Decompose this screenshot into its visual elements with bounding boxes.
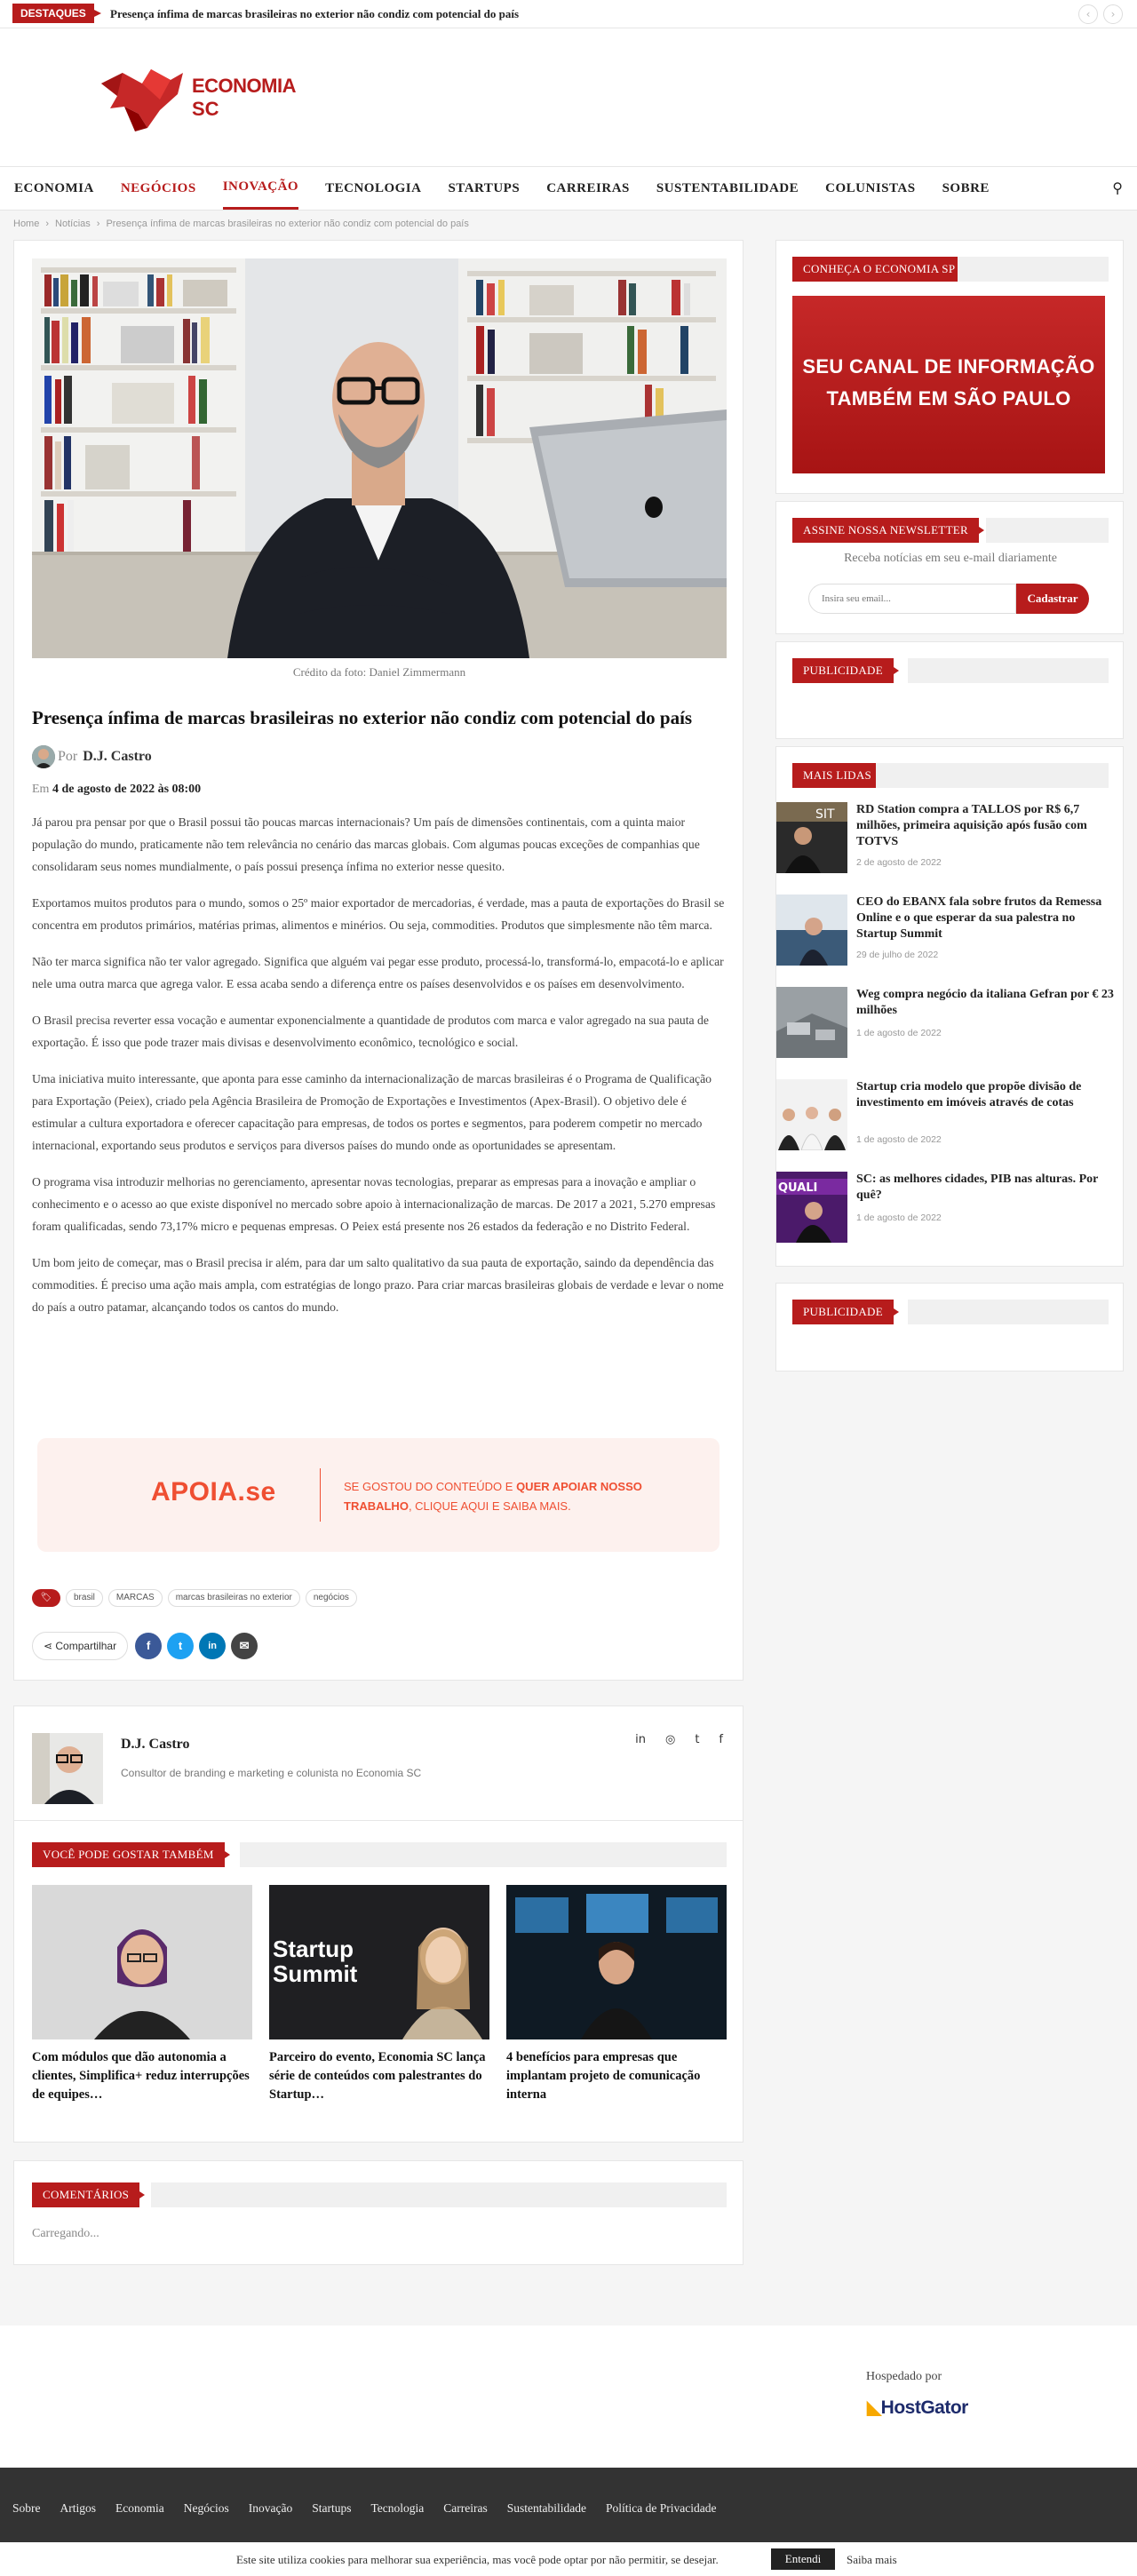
facebook-icon[interactable]: f (719, 1733, 723, 1746)
share-icon: ⋖ (44, 1640, 56, 1652)
newsletter-email-input[interactable] (808, 584, 1016, 614)
nav-item-carreiras[interactable]: CARREIRAS (546, 181, 630, 195)
footer-link[interactable]: Inovação (248, 2501, 293, 2515)
tag-link[interactable]: brasil (66, 1589, 103, 1607)
comments-loading: Carregando... (32, 2227, 99, 2240)
footer-link[interactable]: Carreiras (443, 2501, 488, 2515)
apoia-divider (320, 1468, 321, 1522)
most-read-item[interactable] (776, 894, 1125, 967)
email-icon[interactable]: ✉ (231, 1633, 258, 1659)
footer-link[interactable]: Artigos (60, 2501, 96, 2515)
ad-heading: PUBLICIDADE (792, 1300, 894, 1324)
site-header (0, 28, 1137, 166)
breadcrumb (13, 219, 469, 229)
article-paragraph: Já parou pra pensar por que o Brasil possui tão poucas marcas internacionais? Um país de dimensões continentais, com a quinta maior população do mundo, praticamente não tem relevância no cenário das marcas globais. Com algumas poucas exceções de companhias que consolidaram seus nomes mundialmente, o país possui presença ínfima no exterior nesse quesito. (32, 815, 700, 873)
article-title: Presença ínfima de marcas brasileiras no exterior não condiz com potencial do país (32, 707, 693, 728)
article-paragraph: O Brasil precisa reverter essa vocação e aumentar exponencialmente a quantidade de produtos com marca e valor agregado na sua pauta de exportação. É isso que pode trazer mais divisas e desenvolvimento econômico, tecnológico e social. (32, 1014, 709, 1049)
ticker-headline-link[interactable]: Presença ínfima de marcas brasileiras no exterior não condiz com potencial do país (110, 7, 520, 20)
instagram-icon[interactable]: ◎ (664, 1733, 676, 1746)
most-read-thumb (776, 1079, 847, 1150)
author-avatar[interactable] (32, 745, 55, 768)
most-read-thumb (776, 802, 847, 873)
ad-heading: PUBLICIDADE (792, 658, 894, 683)
article-card (13, 240, 743, 1681)
svg-text:QUALI: QUALI (778, 1181, 818, 1195)
related-posts (13, 1821, 743, 2143)
byline-prefix: Por (58, 749, 78, 764)
most-read-date: 1 de agosto de 2022 (856, 1212, 942, 1223)
footer-link[interactable]: Startups (312, 2501, 352, 2515)
related-card-overlay-text: Startup Summit (273, 1936, 358, 1987)
most-read-item[interactable] (776, 987, 1125, 1060)
most-read-item[interactable] (776, 1172, 1125, 1244)
author-name[interactable]: D.J. Castro (121, 1737, 190, 1752)
article-paragraph: Uma iniciativa muito interessante, que aponta para esse caminho da internacionalização de marcas brasileiras é o Programa de Qualificação para Exportação (Peiex), criado pela Agência Brasileira de Promoção de Exportações e Investimentos (Apex-Brasil). O objetivo dele é estimular a cultura exportadora e oferecer capacitação para empresas, de todos os portes e segmentos, para poderem competir no mercado internacional, exportando seus produtos e serviços para diversos países do mundo onde as oportunidades se apresentam. (32, 1072, 712, 1152)
footer-link[interactable]: Negócios (183, 2501, 229, 2515)
most-read-thumb (776, 987, 847, 1058)
date-prefix: Em (32, 783, 50, 796)
nav-item-tecnologia[interactable]: TECNOLOGIA (325, 181, 422, 195)
hostgator-icon: ◣ (867, 2397, 881, 2418)
svg-text:SIT: SIT (815, 807, 835, 822)
related-card-image (269, 1885, 489, 2039)
most-read-title: RD Station compra a TALLOS por R$ 6,7 milhões, primeira aquisição após fusão com TOTVS (856, 803, 1087, 848)
tag-list (32, 1589, 362, 1607)
breadcrumb-home-link[interactable]: Home (13, 219, 40, 229)
twitter-icon[interactable]: t (695, 1733, 700, 1746)
related-card-image (506, 1885, 727, 2039)
logo-text-line2: SC (192, 98, 219, 120)
nav-item-negocios[interactable]: NEGÓCIOS (120, 181, 196, 195)
most-read-date: 1 de agosto de 2022 (856, 1028, 942, 1038)
ticker-bar (0, 0, 1137, 28)
cookie-accept-button[interactable]: Entendi (771, 2548, 835, 2570)
footer-link[interactable]: Economia (115, 2501, 164, 2515)
related-card-image (32, 1885, 252, 2039)
article-paragraph: Um bom jeito de começar, mas o Brasil precisa ir além, para dar um salto qualitativo da sua pauta de exportação, saindo da dependência das commodities. É preciso uma ação mais ampla, com estratégias de longo prazo. Para criar marcas brasileiras globais de verdade e levar o nome do país a outro patamar, alcançando todos os cantos do mundo. (32, 1256, 724, 1314)
tag-link[interactable]: marcas brasileiras no exterior (168, 1589, 300, 1607)
apoia-logo: APOIA.se (151, 1477, 276, 1507)
nav-item-colunistas[interactable]: COLUNISTAS (825, 181, 916, 195)
main-nav (0, 166, 1137, 211)
logo-text-line1: ECONOMIA (192, 75, 296, 97)
tag-icon: 🏷 (32, 1589, 60, 1607)
date-value: 4 de agosto de 2022 às 08:00 (52, 783, 202, 796)
promo-heading: CONHEÇA O ECONOMIA SP (792, 257, 966, 282)
newsletter-submit-button[interactable]: Cadastrar (1016, 584, 1089, 614)
site-logo[interactable] (98, 64, 296, 135)
linkedin-icon[interactable]: in (635, 1733, 646, 1746)
footer-link[interactable]: Política de Privacidade (605, 2501, 717, 2515)
most-read-date: 29 de julho de 2022 (856, 950, 939, 960)
twitter-icon[interactable]: t (167, 1633, 194, 1659)
article-paragraph: O programa visa introduzir melhorias no gerenciamento, apresentar novas tecnologias, preparar as empresas para a inovação e ampliar o conhecimento e o acesso ao que existe disponível no mercado sobre apoio à internacionalização de marcas. De 2017 a 2021, 5.270 empresas foram qualificadas, sendo 73,17% micro e pequenas empresas. O Peiex está presente nos 26 estados da federação e no Distrito Federal. (32, 1175, 716, 1233)
nav-item-startups[interactable]: STARTUPS (448, 181, 521, 195)
apoia-message: SE GOSTOU DO CONTEÚDO E QUER APOIAR NOSSO TRABALHO, CLIQUE AQUI E SAIBA MAIS. (344, 1480, 642, 1513)
author-photo[interactable] (32, 1733, 103, 1804)
comments-section (13, 2160, 743, 2265)
facebook-icon[interactable]: f (135, 1633, 162, 1659)
related-card-title: Parceiro do evento, Economia SC lança série de conteúdos com palestrantes do Startup… (269, 2050, 486, 2102)
nav-item-sobre[interactable]: SOBRE (942, 181, 990, 195)
most-read-item[interactable] (776, 1079, 1125, 1152)
cookie-bar (0, 2542, 1137, 2576)
newsletter-heading: ASSINE NOSSA NEWSLETTER (792, 518, 979, 543)
newsletter-form (808, 584, 1089, 614)
sidebar-ad-widget (775, 1283, 1124, 1371)
most-read-thumb (776, 894, 847, 966)
most-read-title: Weg compra negócio da italiana Gefran por € 23 milhões (856, 988, 1114, 1017)
article-body (32, 811, 727, 1332)
tag-link[interactable]: negócios (306, 1589, 357, 1607)
economia-sp-banner[interactable]: SEU CANAL DE INFORMAÇÃO TAMBÉM EM SÃO PAULO (792, 296, 1105, 473)
ticker-badge: DESTAQUES (12, 4, 94, 23)
ticker-prev-button[interactable]: ‹ (1078, 4, 1098, 24)
related-card[interactable] (32, 1885, 252, 2104)
nav-item-economia[interactable]: ECONOMIA (14, 181, 94, 195)
footer-link[interactable]: Sustentabilidade (506, 2501, 586, 2515)
comments-heading: COMENTÁRIOS (32, 2182, 727, 2207)
hero-caption: Crédito da foto: Daniel Zimmermann (292, 665, 466, 679)
related-card-title: 4 benefícios para empresas que implantam projeto de comunicação interna (506, 2050, 701, 2102)
sidebar-ad-widget (775, 641, 1124, 739)
breadcrumb-sep-icon: › (96, 219, 100, 229)
most-read-item[interactable] (776, 802, 1125, 875)
ticker-next-button[interactable]: › (1103, 4, 1123, 24)
sidebar-promo-widget (775, 240, 1124, 494)
article-date (32, 783, 201, 797)
article-paragraph: Não ter marca significa não ter valor agregado. Significa que alguém vai pegar esse produto, processá-lo, transformá-lo, empacotá-lo e aplicar nele uma outra marca que agrega valor. E essa acaba sendo a diferença entre os países desenvolvidos e os países em desenvolvimento. (32, 955, 724, 990)
breadcrumb-sep-icon: › (45, 219, 50, 229)
apoia-banner[interactable] (37, 1438, 720, 1552)
author-socials (616, 1733, 723, 1746)
logo-mark-icon (98, 64, 187, 135)
most-read-date: 1 de agosto de 2022 (856, 1134, 942, 1145)
search-icon[interactable]: ⚲ (1112, 179, 1123, 196)
related-card[interactable] (506, 1885, 727, 2104)
sidebar-most-read-widget (775, 746, 1124, 1267)
newsletter-text: Receba notícias em seu e-mail diariamente (844, 552, 1057, 565)
sidebar-newsletter-widget (775, 501, 1124, 634)
related-heading: VOCÊ PODE GOSTAR TAMBÉM (32, 1842, 727, 1867)
cookie-more-link[interactable]: Saiba mais (847, 2553, 897, 2566)
article-byline (32, 745, 152, 768)
related-card[interactable] (269, 1885, 489, 2104)
article-paragraph: Exportamos muitos produtos para o mundo, somos o 25º maior exportador de mercadorias, é verdade, mas a pauta de exportações do Brasil se concentra em produtos primários, matérias primas, alimentos e minérios. Ou seja, commodities. Produtos que simplesmente não têm marca. (32, 896, 725, 932)
hostgator-logo[interactable]: ◣HostGator (867, 2397, 968, 2418)
most-read-title: Startup cria modelo que propõe divisão de investimento em imóveis através de cotas (856, 1080, 1082, 1109)
author-bio: Consultor de branding e marketing e colunista no Economia SC (121, 1767, 422, 1779)
linkedin-icon[interactable]: in (199, 1633, 226, 1659)
tag-link[interactable]: MARCAS (108, 1589, 163, 1607)
footer-link[interactable]: Sobre (12, 2501, 41, 2515)
byline-author-link[interactable]: D.J. Castro (83, 749, 152, 764)
breadcrumb-section-link[interactable]: Notícias (55, 219, 91, 229)
most-read-thumb (776, 1172, 847, 1243)
most-read-title: CEO do EBANX fala sobre frutos da Remessa Online e o que esperar da sua palestra no Startup Summit (856, 895, 1102, 941)
author-box (13, 1705, 743, 1821)
article-hero-image (32, 258, 727, 658)
cookie-text: Este site utiliza cookies para melhorar sua experiência, mas você pode optar por não permitir, se desejar. (236, 2553, 719, 2566)
footer-link[interactable]: Tecnologia (370, 2501, 425, 2515)
most-read-title: SC: as melhores cidades, PIB nas alturas. Por quê? (856, 1173, 1099, 1202)
most-read-heading: MAIS LIDAS (792, 763, 882, 788)
share-button[interactable]: ⋖ Compartilhar (32, 1632, 128, 1660)
hosting-label: Hospedado por (866, 2370, 942, 2383)
nav-item-inovacao[interactable]: INOVAÇÃO (223, 167, 298, 210)
most-read-date: 2 de agosto de 2022 (856, 857, 942, 868)
share-bar (32, 1632, 263, 1660)
breadcrumb-current: Presença ínfima de marcas brasileiras no exterior não condiz com potencial do país (106, 219, 469, 229)
related-card-title: Com módulos que dão autonomia a clientes, Simplifica+ reduz interrupções de equipes… (32, 2050, 250, 2102)
nav-item-sustentabilidade[interactable]: SUSTENTABILIDADE (656, 181, 799, 195)
hosting-section (0, 2326, 1137, 2468)
